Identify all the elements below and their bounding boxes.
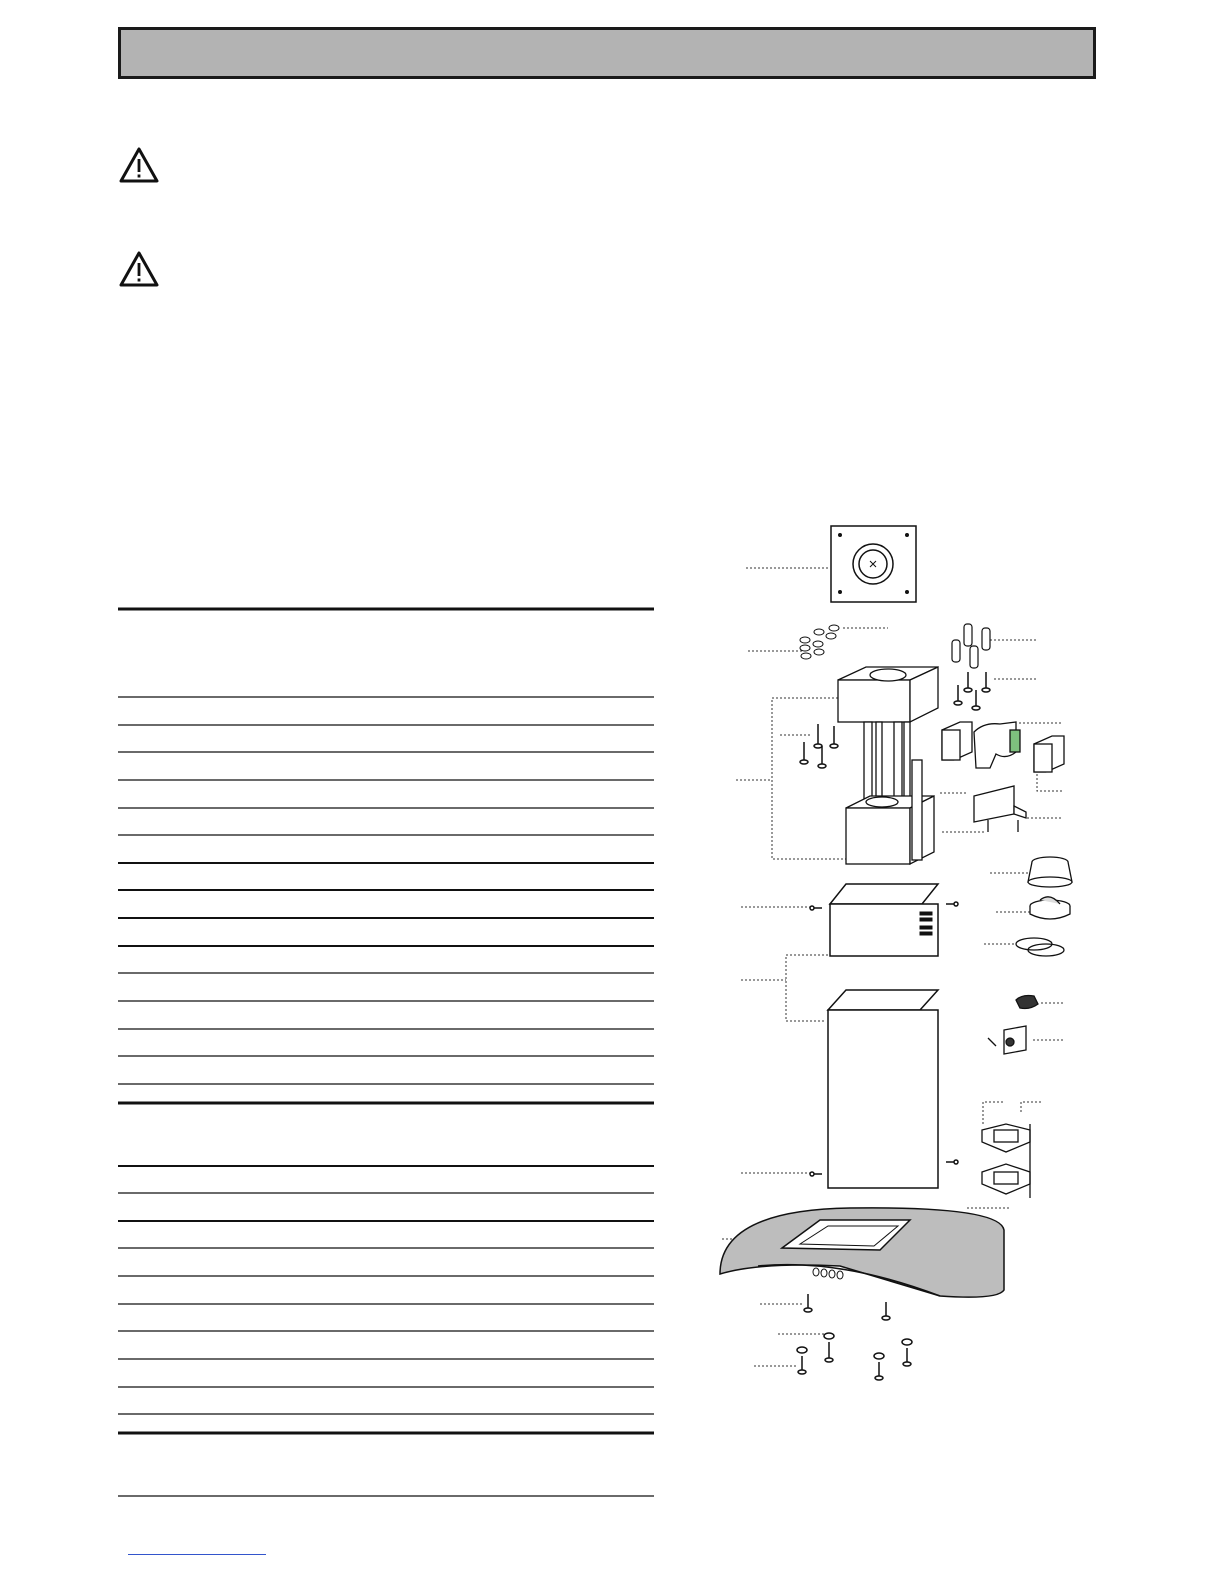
footer-link[interactable] — [128, 1554, 266, 1555]
odour-filters — [982, 1124, 1030, 1198]
telescopic-frame — [838, 667, 938, 864]
upper-chimney — [810, 884, 958, 956]
hood-body — [720, 1208, 1004, 1297]
wall-plugs — [952, 624, 990, 668]
damper-bracket — [974, 786, 1026, 832]
ceiling-plate — [831, 526, 916, 602]
fixing-screws — [797, 1294, 912, 1380]
outlet-adapters — [942, 722, 1064, 772]
outlet-collars — [1016, 857, 1072, 956]
lower-chimney — [810, 990, 958, 1188]
washers — [800, 625, 839, 659]
light-clip-parts — [988, 996, 1038, 1055]
